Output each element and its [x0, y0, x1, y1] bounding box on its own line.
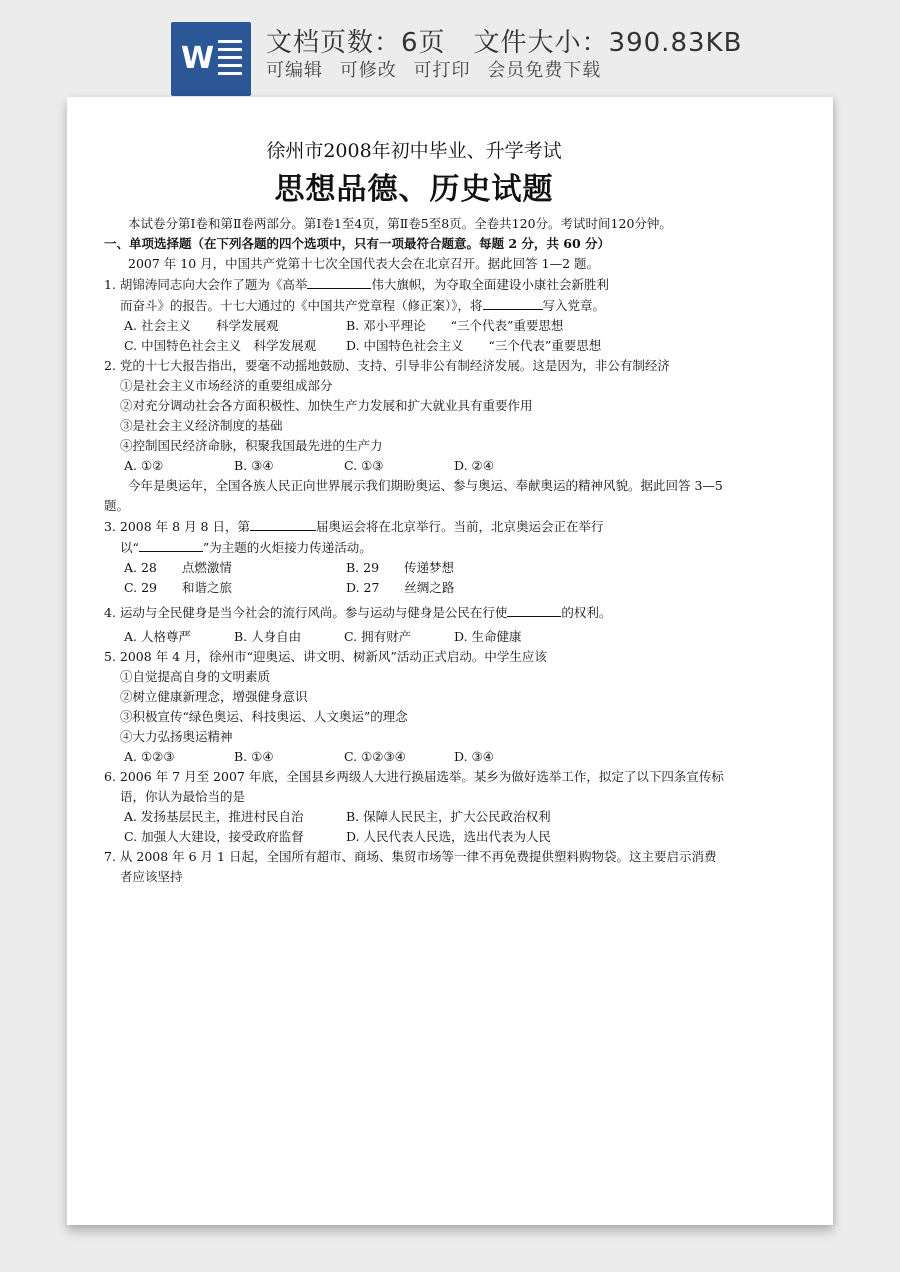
- q5-option-b: B. ①④: [234, 749, 274, 764]
- file-size: 文件大小：390.83KB: [473, 28, 743, 58]
- feature-printable: 可打印: [413, 60, 471, 81]
- q2-option-c: C. ①③: [344, 458, 384, 473]
- q6-option-b: B. 保障人民民主，扩大公民政治权利: [346, 809, 551, 824]
- q1-option-b: B. 邓小平理论 “三个代表”重要思想: [346, 318, 564, 333]
- q2-option-d: D. ②④: [454, 458, 494, 473]
- q5-option-c: C. ①②③④: [344, 749, 406, 764]
- q5-options: [104, 747, 724, 767]
- word-icon-letter: W: [181, 41, 215, 76]
- page-count: 文档页数：6页: [266, 28, 446, 58]
- q4-stem: 4. 运动与全民健身是当今社会的流行风尚。参与运动与健身是公民在行使 的权利。: [104, 602, 724, 623]
- q5-stem: 5. 2008 年 4 月，徐州市“迎奥运、讲文明、树新风”活动正式启动。中学生应该: [104, 649, 547, 664]
- q1-option-d: D. 中国特色社会主义 “三个代表”重要思想: [346, 338, 602, 353]
- q2-statement-3: ③是社会主义经济制度的基础: [120, 418, 283, 433]
- q1-option-c: C. 中国特色社会主义 科学发展观: [124, 338, 317, 353]
- q2-option-b: B. ③④: [234, 458, 274, 473]
- q3-options-row2: [104, 578, 724, 598]
- exam-intro: 本试卷分第Ⅰ卷和第Ⅱ卷两部分。第Ⅰ卷1至4页，第Ⅱ卷5至8页。全卷共120分。考试时间120分钟。: [128, 216, 672, 231]
- download-banner: [0, 0, 900, 100]
- q5-statement-4: ④大力弘扬奥运精神: [120, 729, 233, 744]
- q2-option-a: A. ①②: [124, 458, 164, 473]
- file-info: [266, 22, 742, 59]
- feature-editable: 可编辑: [266, 60, 323, 81]
- lead-text-1: 2007 年 10 月，中国共产党第十七次全国代表大会在北京召开。据此回答 1—2 题。: [128, 256, 599, 271]
- q3-option-b: B. 29 传递梦想: [346, 560, 455, 575]
- q2-statement-4: ④控制国民经济命脉，积聚我国最先进的生产力: [120, 438, 383, 453]
- q4-option-c: C. 拥有财产: [344, 629, 412, 644]
- q2-stem: 2. 党的十七大报告指出，要毫不动摇地鼓励、支持、引导非公有制经济发展。这是因为，非公有制经济: [104, 358, 670, 373]
- word-document-icon: [171, 22, 251, 96]
- q1-stem-line1: 1. 胡锦涛同志向大会作了题为《高举 伟大旗帜，为夺取全面建设小康社会新胜利: [104, 274, 724, 295]
- q2-options: [104, 456, 724, 476]
- q3-stem-line2: 以“ ”为主题的火炬接力传递活动。: [104, 537, 724, 558]
- q5-statement-1: ①自觉提高自身的文明素质: [120, 669, 271, 684]
- q7-stem: 7. 从 2008 年 6 月 1 日起，全国所有超市、商场、集贸市场等一律不再免费提供塑料购物袋。这主要启示消费者应该坚持: [104, 849, 717, 884]
- q5-statement-2: ②树立健康新理念，增强健身意识: [120, 689, 308, 704]
- answer-blank: [250, 516, 316, 531]
- feature-free-download: 会员免费下载: [487, 60, 602, 81]
- q3-options-row1: [104, 558, 724, 578]
- feature-list: [266, 56, 611, 82]
- q3-stem-line1: 3. 2008 年 8 月 8 日，第 届奥运会将在北京举行。当前，北京奥运会正在举行: [104, 516, 724, 537]
- q5-option-d: D. ③④: [454, 749, 494, 764]
- q1-options-row2: [104, 336, 724, 356]
- answer-blank: [139, 537, 203, 552]
- q1-option-a: A. 社会主义 科学发展观: [124, 318, 279, 333]
- document-content: [104, 138, 724, 887]
- q6-option-a: A. 发扬基层民主，推进村民自治: [124, 809, 304, 824]
- q5-statement-3: ③积极宣传“绿色奥运、科技奥运、人文奥运”的理念: [120, 709, 408, 724]
- q4-option-a: A. 人格尊严: [124, 629, 191, 644]
- q6-options-row2: [104, 827, 724, 847]
- answer-blank: [507, 602, 561, 617]
- q6-option-c: C. 加强人大建设，接受政府监督: [124, 829, 304, 844]
- answer-blank: [483, 295, 543, 310]
- answer-blank: [307, 274, 371, 289]
- lead-text-2: 今年是奥运年，全国各族人民正向世界展示我们期盼奥运、参与奥运、奉献奥运的精神风貌。据此回答 3—5 题。: [104, 478, 723, 513]
- q2-statement-1: ①是社会主义市场经济的重要组成部分: [120, 378, 333, 393]
- q6-options-row1: [104, 807, 724, 827]
- exam-subject: 思想品德、历史试题: [274, 172, 554, 207]
- q4-option-b: B. 人身自由: [234, 629, 302, 644]
- feature-modifiable: 可修改: [339, 60, 397, 81]
- q3-option-a: A. 28 点燃激情: [124, 560, 232, 575]
- q3-option-c: C. 29 和谐之旅: [124, 580, 232, 595]
- q5-option-a: A. ①②③: [124, 749, 175, 764]
- q1-options-row1: [104, 316, 724, 336]
- q3-option-d: D. 27 丝绸之路: [346, 580, 455, 595]
- exam-title: 徐州市2008年初中毕业、升学考试: [266, 140, 562, 162]
- q2-statement-2: ②对充分调动社会各方面积极性、加快生产力发展和扩大就业具有重要作用: [120, 398, 533, 413]
- q4-options: [104, 627, 724, 647]
- q4-option-d: D. 生命健康: [454, 629, 522, 644]
- q6-stem: 6. 2006 年 7 月至 2007 年底，全国县乡两级人大进行换届选举。某乡为做好选举工作，拟定了以下四条宣传标语，你认为最恰当的是: [104, 769, 724, 804]
- q1-stem-line2: 而奋斗》的报告。十七大通过的《中国共产党章程（修正案）》，将 写入党章。: [104, 295, 724, 316]
- document-lines-icon: [218, 40, 242, 80]
- q6-option-d: D. 人民代表人民选，选出代表为人民: [346, 829, 552, 844]
- section-heading: 一、单项选择题（在下列各题的四个选项中，只有一项最符合题意。每题 2 分，共 60 分）: [104, 236, 611, 251]
